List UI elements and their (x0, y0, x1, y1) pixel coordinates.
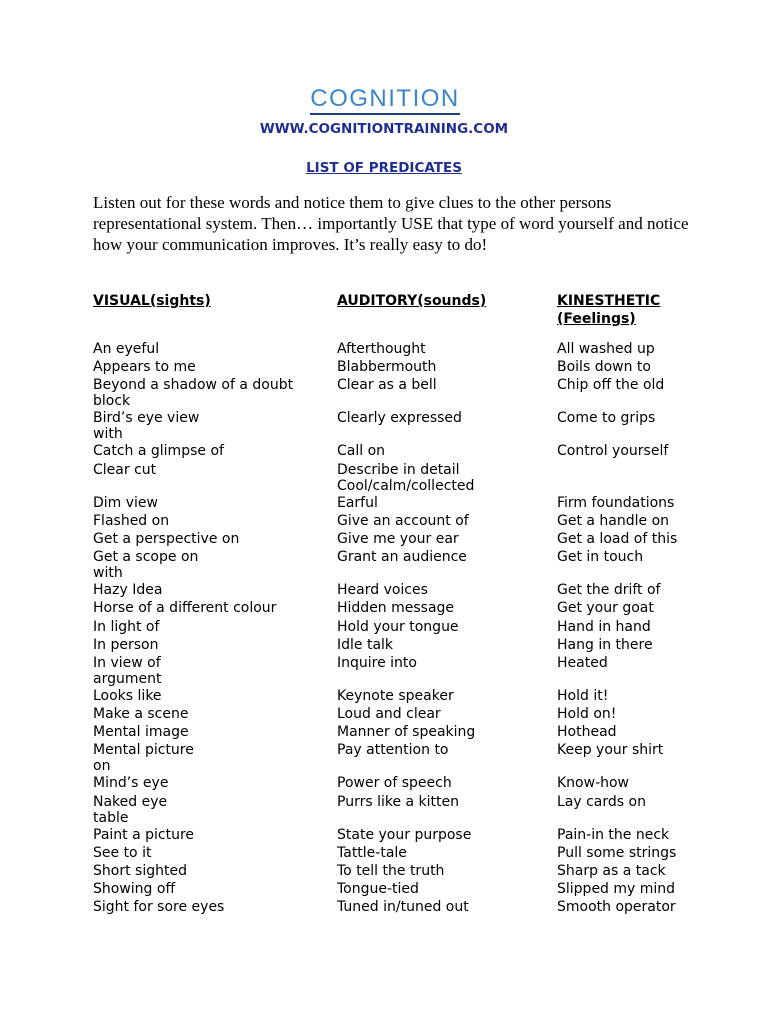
kinesthetic-predicate: Hold on! (557, 706, 617, 723)
auditory-heading: AUDITORY(sounds) (337, 293, 487, 309)
auditory-predicate: Give an account of (337, 512, 469, 529)
kinesthetic-heading (557, 292, 717, 328)
kinesthetic-predicate: Control yourself (557, 443, 669, 460)
visual-predicate: Beyond a shadow of a doubt (93, 377, 294, 394)
kinesthetic-predicate: Hold it! (557, 687, 609, 704)
kinesthetic-predicate: Lay cards on (557, 793, 646, 810)
auditory-predicate-row (337, 654, 552, 687)
kinesthetic-predicate: Get the drift of (557, 582, 661, 599)
kinesthetic-predicate: Get your goat (557, 600, 654, 617)
visual-predicate-row (93, 581, 333, 599)
kinesthetic-predicate-row (557, 687, 717, 705)
kinesthetic-predicate: Sharp as a tack (557, 863, 666, 879)
auditory-predicate: Power of speech (337, 775, 452, 792)
auditory-predicate-row (337, 581, 552, 599)
auditory-predicate: Heard voices (337, 582, 428, 599)
visual-predicate-continuation: with (93, 565, 123, 582)
kinesthetic-predicate-row (557, 581, 717, 599)
visual-predicate-row (93, 741, 333, 774)
visual-predicate: An eyeful (93, 341, 160, 357)
auditory-predicate: Clearly expressed (337, 410, 462, 427)
visual-predicate-row (93, 530, 333, 548)
kinesthetic-predicate-row (557, 512, 717, 530)
kinesthetic-heading-line1: KINESTHETIC (557, 293, 661, 309)
kinesthetic-predicate: Boils down to (557, 359, 651, 376)
visual-predicate: Get a perspective on (93, 530, 240, 547)
visual-predicate: Paint a picture (93, 826, 195, 843)
auditory-predicate-row (337, 376, 552, 409)
visual-predicate-row (93, 442, 333, 460)
auditory-predicate-row (337, 530, 552, 548)
visual-predicate-continuation: table (93, 809, 129, 826)
kinesthetic-predicate-row (557, 340, 717, 358)
auditory-predicate-row (337, 599, 552, 617)
visual-predicate: Appears to me (93, 359, 196, 376)
kinesthetic-predicate: Pain-in the neck (557, 826, 670, 843)
kinesthetic-predicate: All washed up (557, 341, 655, 357)
kinesthetic-predicate-row (557, 880, 717, 898)
visual-predicate-row (93, 898, 333, 916)
kinesthetic-column (557, 292, 717, 917)
auditory-predicate-row (337, 862, 552, 880)
visual-predicate-row (93, 880, 333, 898)
auditory-predicate-row (337, 512, 552, 530)
auditory-predicate: Purrs like a kitten (337, 793, 460, 810)
list-title: LIST OF PREDICATES (306, 160, 462, 176)
auditory-predicate: Clear as a bell (337, 377, 437, 394)
auditory-predicate: State your purpose (337, 826, 472, 843)
auditory-predicate: Loud and clear (337, 706, 441, 723)
auditory-predicate: Describe in detail (337, 461, 460, 478)
auditory-predicate: Manner of speaking (337, 724, 476, 741)
visual-predicate-row (93, 636, 333, 654)
visual-predicate-row (93, 774, 333, 792)
auditory-predicate: Keynote speaker (337, 687, 454, 704)
visual-predicate-continuation: with (93, 426, 123, 443)
visual-predicate-row (93, 512, 333, 530)
visual-predicate: Flashed on (93, 512, 170, 529)
kinesthetic-predicate: Hang in there (557, 636, 653, 653)
visual-predicate-row (93, 599, 333, 617)
auditory-predicate-continuation: Cool/calm/collected (337, 477, 475, 494)
auditory-predicate: Tongue-tied (337, 881, 419, 898)
visual-predicate: In light of (93, 618, 160, 635)
auditory-predicate-row (337, 793, 552, 826)
kinesthetic-heading-line2: (Feelings) (557, 311, 636, 327)
kinesthetic-predicate-row (557, 723, 717, 741)
kinesthetic-predicate: Firm foundations (557, 494, 675, 511)
kinesthetic-predicate-row (557, 898, 717, 916)
kinesthetic-predicate: Get a load of this (557, 530, 678, 547)
visual-predicate: Get a scope on (93, 549, 199, 566)
visual-predicate-row (93, 461, 333, 494)
kinesthetic-predicate-row (557, 599, 717, 617)
visual-predicate: See to it (93, 844, 152, 861)
kinesthetic-predicate-row (557, 654, 717, 687)
kinesthetic-predicate: Hothead (557, 724, 617, 741)
kinesthetic-predicate-row (557, 636, 717, 654)
visual-predicate: Catch a glimpse of (93, 443, 224, 460)
visual-predicate: Horse of a different colour (93, 600, 277, 617)
visual-predicate-row (93, 844, 333, 862)
auditory-predicate: Tuned in/tuned out (337, 899, 469, 916)
kinesthetic-predicate-row (557, 618, 717, 636)
visual-predicate-row (93, 654, 333, 687)
auditory-predicate: To tell the truth (337, 863, 445, 879)
kinesthetic-predicate-row (557, 741, 717, 774)
auditory-predicate: Idle talk (337, 636, 394, 653)
auditory-predicate-row (337, 548, 552, 581)
auditory-predicate-row (337, 340, 552, 358)
visual-predicate-row (93, 826, 333, 844)
auditory-predicate-row (337, 636, 552, 654)
visual-predicate-row (93, 793, 333, 826)
auditory-predicate-row (337, 898, 552, 916)
visual-predicate: Dim view (93, 494, 158, 511)
auditory-predicate: Afterthought (337, 341, 426, 357)
auditory-predicate: Pay attention to (337, 742, 449, 759)
auditory-predicate: Hold your tongue (337, 618, 459, 635)
visual-predicate: Sight for sore eyes (93, 899, 225, 916)
auditory-predicate-row (337, 494, 552, 512)
auditory-predicate-row (337, 844, 552, 862)
auditory-predicate-row (337, 826, 552, 844)
kinesthetic-predicate: Slipped my mind (557, 881, 676, 898)
visual-predicate: Hazy Idea (93, 582, 163, 599)
intro-paragraph: Listen out for these words and notice them to give clues to the other persons representational system. Then… importantly USE that type of word yourself and notice how your communication improves. It’s really easy to do! (93, 193, 689, 254)
kinesthetic-predicate-row (557, 376, 717, 409)
auditory-predicate: Call on (337, 443, 386, 460)
auditory-predicate-row (337, 687, 552, 705)
visual-predicate-row (93, 548, 333, 581)
visual-predicate: Showing off (93, 881, 176, 898)
visual-predicate-row (93, 723, 333, 741)
kinesthetic-predicate-row (557, 705, 717, 723)
cognition-logo (300, 86, 470, 115)
auditory-predicate-row (337, 774, 552, 792)
auditory-predicate: Hidden message (337, 600, 455, 617)
visual-predicate-continuation: on (93, 758, 111, 775)
kinesthetic-predicate: Get in touch (557, 549, 644, 566)
auditory-predicate: Earful (337, 494, 378, 511)
auditory-predicate-row (337, 409, 552, 442)
kinesthetic-predicate-row (557, 548, 717, 581)
visual-heading: VISUAL(sights) (93, 293, 211, 309)
visual-predicate-row (93, 340, 333, 358)
auditory-predicate-row (337, 358, 552, 376)
visual-predicate-row (93, 618, 333, 636)
auditory-predicate: Tattle-tale (337, 844, 407, 861)
auditory-predicate-row (337, 723, 552, 741)
visual-predicate-row (93, 705, 333, 723)
auditory-predicate-row (337, 741, 552, 774)
auditory-predicate-row (337, 442, 552, 460)
visual-predicate-row (93, 358, 333, 376)
kinesthetic-predicate-row (557, 461, 717, 494)
kinesthetic-predicate: Hand in hand (557, 618, 651, 635)
auditory-predicate: Give me your ear (337, 530, 459, 547)
visual-column (93, 292, 333, 917)
visual-predicate: Short sighted (93, 863, 187, 879)
kinesthetic-predicate-row (557, 862, 717, 880)
kinesthetic-predicate-row (557, 530, 717, 548)
kinesthetic-predicate-row (557, 793, 717, 826)
visual-predicate: Make a scene (93, 706, 189, 723)
kinesthetic-predicate-row (557, 774, 717, 792)
visual-predicate-continuation: block (93, 393, 131, 410)
kinesthetic-predicate: Keep your shirt (557, 742, 664, 759)
logo-text: COGNITION (310, 85, 460, 112)
kinesthetic-predicate: Get a handle on (557, 512, 670, 529)
kinesthetic-predicate-row (557, 442, 717, 460)
kinesthetic-predicate: Smooth operator (557, 899, 676, 916)
visual-predicate: In person (93, 636, 159, 653)
visual-predicate: Naked eye (93, 793, 168, 810)
kinesthetic-predicate-row (557, 358, 717, 376)
auditory-predicate-row (337, 461, 552, 494)
visual-predicate-row (93, 494, 333, 512)
visual-predicate: Bird’s eye view (93, 410, 200, 427)
visual-predicate-row (93, 862, 333, 880)
visual-predicate: Clear cut (93, 461, 157, 478)
visual-predicate: In view of (93, 654, 161, 671)
kinesthetic-predicate: Know-how (557, 775, 630, 792)
kinesthetic-predicate-row (557, 409, 717, 442)
auditory-predicate: Grant an audience (337, 549, 467, 566)
visual-predicate-row (93, 687, 333, 705)
visual-predicate: Mental image (93, 724, 189, 741)
visual-predicate-row (93, 409, 333, 442)
visual-predicate: Looks like (93, 687, 162, 704)
visual-predicate: Mind’s eye (93, 775, 169, 792)
auditory-predicate-row (337, 880, 552, 898)
kinesthetic-predicate-row (557, 494, 717, 512)
kinesthetic-predicate: Chip off the old (557, 377, 665, 394)
kinesthetic-predicate-row (557, 826, 717, 844)
visual-predicate-continuation: argument (93, 670, 162, 687)
kinesthetic-predicate: Come to grips (557, 410, 656, 427)
kinesthetic-predicate-row (557, 844, 717, 862)
auditory-predicate-row (337, 618, 552, 636)
kinesthetic-predicate: Pull some strings (557, 844, 677, 861)
auditory-predicate: Blabbermouth (337, 359, 437, 376)
visual-predicate: Mental picture (93, 742, 194, 759)
website-url[interactable]: WWW.COGNITIONTRAINING.COM (259, 121, 509, 137)
auditory-predicate-row (337, 705, 552, 723)
logo-underline (310, 113, 460, 115)
auditory-column (337, 292, 552, 917)
visual-predicate-row (93, 376, 333, 409)
auditory-predicate: Inquire into (337, 654, 417, 671)
kinesthetic-predicate: Heated (557, 654, 608, 671)
